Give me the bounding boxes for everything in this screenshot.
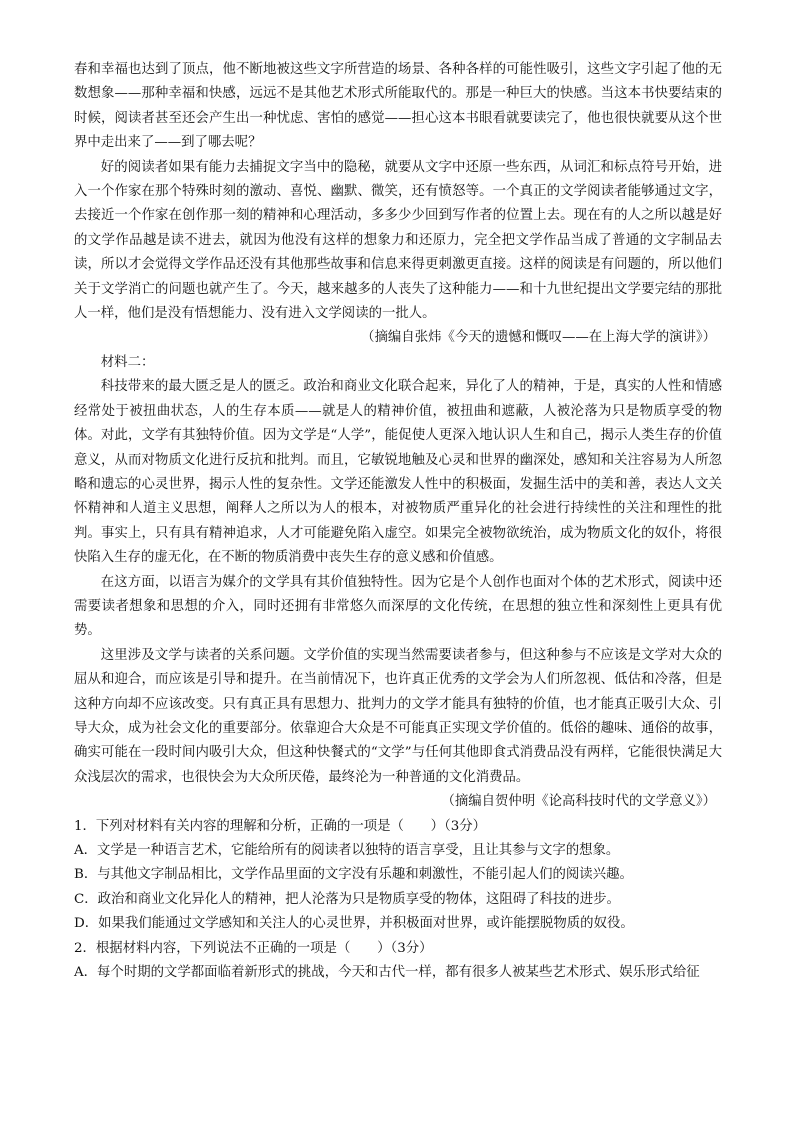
paragraph: 在这方面，以语言为媒介的文学具有其价值独特性。因为它是个人创作也面对个体的艺术形式，阅读中还需要读者想象和思想的介入，同时还拥有非常悠久而深厚的文化传统，在思想的独立性和深刻性上更具有优势。 — [74, 574, 722, 639]
answer-option: D．如果我们能通过文学感知和关注人的心灵世界，并积极面对世界，或许能摆脱物质的奴役。 — [74, 916, 634, 932]
answer-option: A．每个时期的文学都面临着新形式的挑战，今天和古代一样，都有很多人被某些艺术形式、娱乐形式给征 — [74, 965, 700, 981]
paragraph: 这里涉及文学与读者的关系问题。文学价值的实现当然需要读者参与，但这种参与不应该是文学对大众的屈从和迎合，而应该是引导和提升。在当前情况下，也许真正优秀的文学会为人们所忽视、低估和冷落，但是这种方向却不应该改变。只有真正具有思想力、批判力的文学才能具有独特的价值，也才能真正吸引大众、引导大众，成为社会文化的重要部分。依靠迎合大众是不可能真正实现文学价值的。低俗的趣味、通俗的故事，确实可能在一段时间内吸引大众，但这种快餐式的“文学”与任何其他即食式消费品没有两样，它能很快满足大众浅层次的需求，也很快会为大众所厌倦，最终沦为一种普通的文化消费品。 — [74, 647, 722, 785]
paragraph: 春和幸福也达到了顶点，他不断地被这些文字所营造的场景、各种各样的可能性吸引，这些文字引起了他的无数想象——那种幸福和快感，远远不是其他艺术形式所能取代的。那是一种巨大的快感。当这本书快要结束的时候，阅读者甚至还会产生出一种忧虑、害怕的感觉——担心这本书眼看就要读完了，他也很快就要从这个世界中走出来了——到了哪去呢？ — [74, 62, 722, 151]
answer-option: A．文学是一种语言艺术，它能给所有的阅读者以独特的语言享受，且让其参与文字的想象。 — [74, 843, 620, 858]
source-citation: （摘编自贺仲明《论高科技时代的文学意义》） — [441, 794, 716, 810]
answer-option: B．与其他文字制品相比，文学作品里面的文字没有乐趣和刺激性，不能引起人们的阅读兴趣。 — [74, 867, 633, 883]
question-stem: 1．下列对材料有关内容的理解和分析，正确的一项是（ ）（3分） — [74, 818, 487, 834]
paragraph: 好的阅读者如果有能力去捕捉文字当中的隐秘，就要从文字中还原一些东西，从词汇和标点符号开始，进入一个作家在那个特殊时刻的激动、喜悦、幽默、微笑，还有愤怒等。一个真正的文学阅读者能够通过文字，去接近一个作家在创作那一刻的精神和心理活动，多多少少回到写作者的位置上去。现在有的人之所以越是好的文学作品越是读不进去，就因为他没有这样的想象力和还原力，完全把文学作品当成了普通的文字制品去读，所以才会觉得文学作品还没有其他那些故事和信息来得更刺激更直接。这样的阅读是有问题的，所以他们关于文学消亡的问题也就产生了。今天，越来越多的人丧失了这种能力——和十九世纪提出文学要完结的那批人一样，他们是没有悟想能力、没有进入文学阅读的一批人。 — [74, 159, 722, 322]
answer-option: C．政治和商业文化异化人的精神，把人沦落为只是物质享受的物体，这阻碍了科技的进步。 — [74, 891, 620, 907]
question-stem: 2．根据材料内容，下列说法不正确的一项是（ ）（3分） — [74, 940, 433, 956]
source-citation: （摘编自张炜《今天的遗憾和慨叹——在上海大学的演讲》） — [361, 330, 716, 346]
material-label: 材料二： — [100, 354, 155, 370]
document-page — [74, 58, 722, 985]
paragraph: 科技带来的最大匮乏是人的匮乏。政治和商业文化联合起来，异化了人的精神，于是，真实的人性和情感经常处于被扭曲状态，人的生存本质——就是人的精神价值，被扭曲和遮蔽，人被沦落为只是物质享受的物体。对此，文学有其独特价值。因为文学是“人学”，能促使人更深入地认识人生和自己，揭示人类生存的价值意义，从而对物质文化进行反抗和批判。而且，它敏锐地触及心灵和世界的幽深处，感知和关注容易为人所忽略和遗忘的心灵世界，揭示人性的复杂性。文学还能激发人性中的积极面，发掘生活中的美和善，表达人文关怀精神和人道主义思想，阐释人之所以为人的根本，对被物质严重异化的社会进行持续性的关注和理性的批判。事实上，只有具有精神追求，人才可能避免陷入虚空。如果完全被物欲统治，成为物质文化的奴仆，将很快陷入生存的虚无化，在不断的物质消费中丧失生存的意义感和价值感。 — [74, 379, 722, 566]
